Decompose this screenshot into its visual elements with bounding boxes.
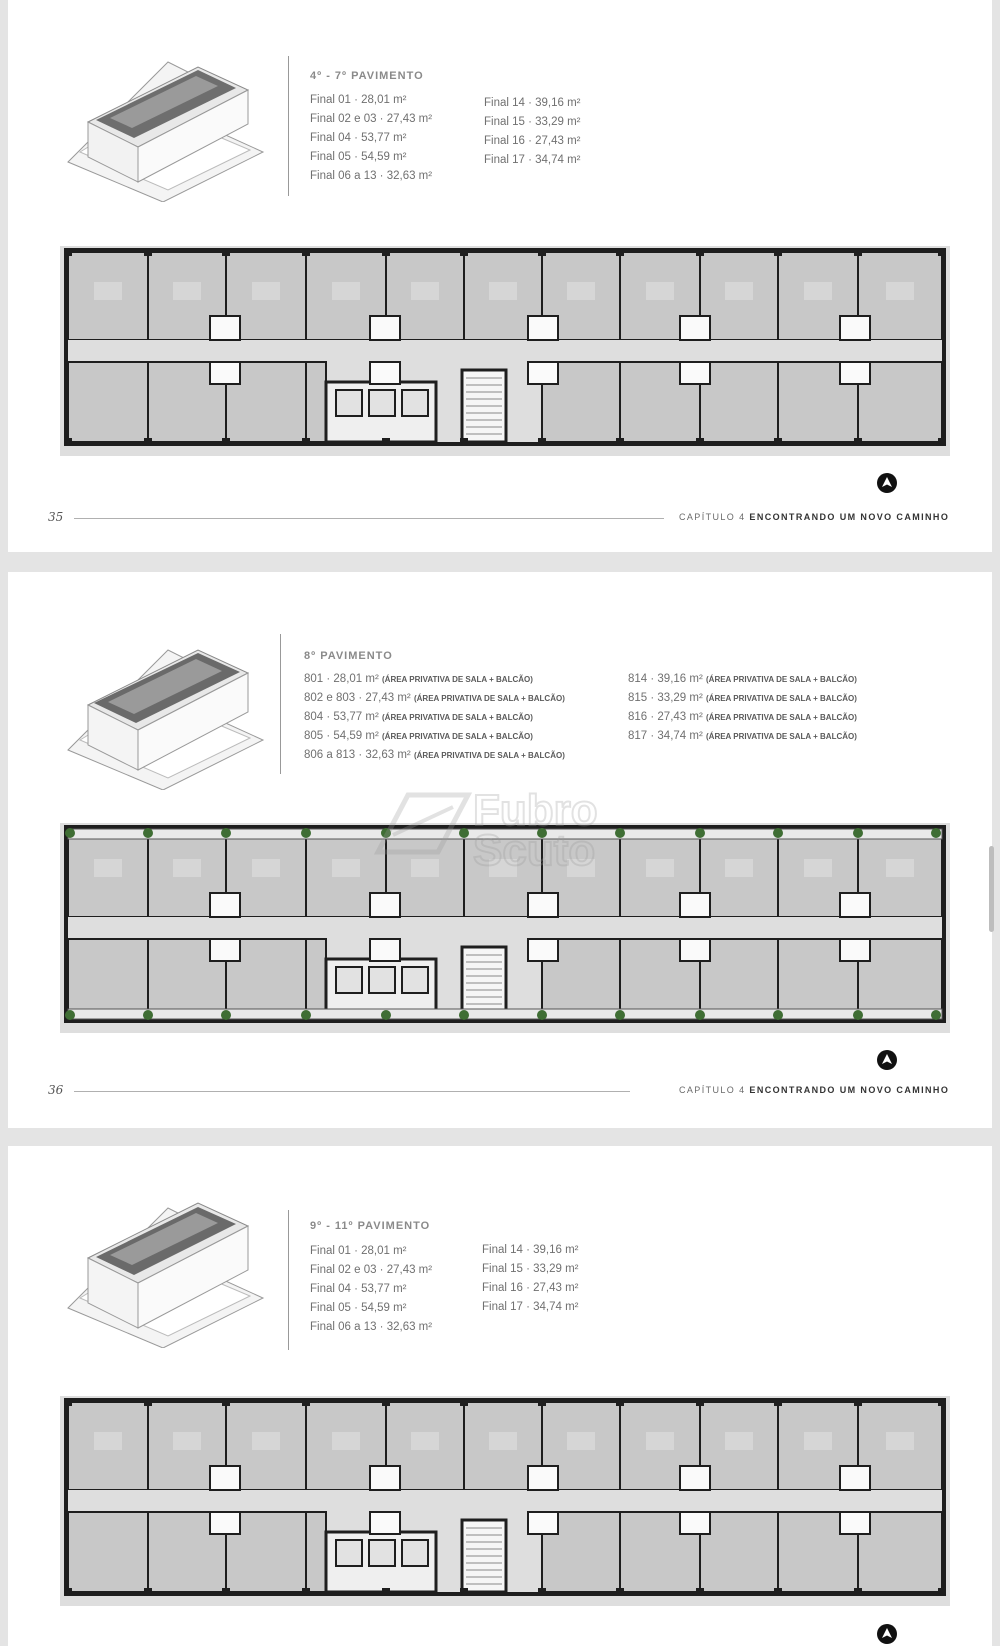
pillar bbox=[302, 1398, 310, 1406]
pillar bbox=[854, 438, 862, 446]
bathroom bbox=[840, 939, 870, 961]
pillar bbox=[616, 1588, 624, 1596]
footer-rule bbox=[74, 518, 664, 519]
room-label bbox=[94, 282, 122, 300]
room bbox=[306, 1512, 326, 1592]
pillar bbox=[774, 248, 782, 256]
plant bbox=[931, 1010, 941, 1020]
bathroom bbox=[840, 1512, 870, 1534]
unit-item: 816 · 27,43 m² (ÁREA PRIVATIVA DE SALA + BALCÃO) bbox=[628, 711, 857, 723]
elevator-shaft bbox=[402, 390, 428, 416]
room-label bbox=[804, 282, 832, 300]
room-label bbox=[94, 859, 122, 877]
unit-item: Final 06 a 13 · 32,63 m² bbox=[310, 170, 433, 182]
corridor bbox=[68, 340, 942, 362]
room-label bbox=[804, 859, 832, 877]
header-divider bbox=[288, 56, 289, 196]
pillar bbox=[938, 1588, 946, 1596]
unit-item: Final 14 · 39,16 m² bbox=[482, 1244, 579, 1256]
watermark-text-1: Fubro bbox=[473, 786, 598, 835]
building-axonometric-icon bbox=[58, 42, 268, 202]
pillar bbox=[382, 1588, 390, 1596]
room-label bbox=[173, 859, 201, 877]
pillar bbox=[854, 1588, 862, 1596]
pillar bbox=[616, 438, 624, 446]
room-label bbox=[886, 1432, 914, 1450]
room-label bbox=[725, 859, 753, 877]
room bbox=[306, 939, 326, 1019]
bathroom bbox=[210, 893, 240, 917]
plant bbox=[459, 1010, 469, 1020]
unit-list-right bbox=[484, 94, 581, 170]
unit-list-left bbox=[310, 91, 432, 186]
floor-title: 4º - 7º PAVIMENTO bbox=[310, 70, 424, 82]
bathroom bbox=[370, 893, 400, 917]
pillar bbox=[538, 438, 546, 446]
pillar bbox=[938, 438, 946, 446]
north-arrow-icon bbox=[876, 472, 898, 494]
plant bbox=[301, 1010, 311, 1020]
pillar bbox=[616, 248, 624, 256]
unit-item: Final 04 · 53,77 m² bbox=[310, 132, 407, 144]
room-label bbox=[411, 282, 439, 300]
unit-item: Final 04 · 53,77 m² bbox=[310, 1283, 407, 1295]
chapter-footer bbox=[679, 512, 949, 522]
bathroom bbox=[680, 362, 710, 384]
watermark-logo bbox=[368, 777, 668, 872]
bathroom bbox=[370, 316, 400, 340]
room-label bbox=[411, 1432, 439, 1450]
room-label bbox=[332, 282, 360, 300]
room-label bbox=[252, 859, 280, 877]
pillar bbox=[382, 438, 390, 446]
elevator-shaft bbox=[402, 1540, 428, 1566]
bathroom bbox=[680, 893, 710, 917]
unit-item: Final 17 · 34,74 m² bbox=[484, 154, 581, 166]
bathroom bbox=[680, 939, 710, 961]
elevator-shaft bbox=[369, 967, 395, 993]
elevator-shaft bbox=[369, 390, 395, 416]
pillar bbox=[774, 1588, 782, 1596]
plant bbox=[695, 828, 705, 838]
bathroom bbox=[528, 316, 558, 340]
bathroom bbox=[680, 1512, 710, 1534]
pillar bbox=[64, 438, 72, 446]
unit-item: Final 02 e 03 · 27,43 m² bbox=[310, 113, 433, 125]
unit-list-left bbox=[304, 670, 565, 765]
bathroom bbox=[840, 893, 870, 917]
bathroom bbox=[680, 1466, 710, 1490]
room bbox=[700, 362, 778, 442]
unit-item: 806 a 813 · 32,63 m² (ÁREA PRIVATIVA DE SALA + BALCÃO) bbox=[304, 749, 565, 761]
unit-item: 805 · 54,59 m² (ÁREA PRIVATIVA DE SALA + BALCÃO) bbox=[304, 730, 533, 742]
plant bbox=[65, 1010, 75, 1020]
room bbox=[68, 362, 148, 442]
bathroom bbox=[840, 362, 870, 384]
plant bbox=[65, 828, 75, 838]
bathroom bbox=[528, 1512, 558, 1534]
unit-item: Final 01 · 28,01 m² bbox=[310, 94, 407, 106]
room-label bbox=[489, 282, 517, 300]
bathroom bbox=[840, 1466, 870, 1490]
unit-item: Final 17 · 34,74 m² bbox=[482, 1301, 579, 1313]
footer-rule bbox=[74, 1091, 630, 1092]
pillar bbox=[696, 1398, 704, 1406]
pillar bbox=[382, 1398, 390, 1406]
header-divider bbox=[288, 1210, 289, 1350]
pillar bbox=[302, 438, 310, 446]
floor-title: 8º PAVIMENTO bbox=[304, 650, 393, 662]
unit-item: Final 14 · 39,16 m² bbox=[484, 97, 581, 109]
unit-item: 802 e 803 · 27,43 m² (ÁREA PRIVATIVA DE SALA + BALCÃO) bbox=[304, 692, 565, 704]
room bbox=[68, 1512, 148, 1592]
bathroom bbox=[210, 1466, 240, 1490]
plant bbox=[615, 1010, 625, 1020]
unit-item: Final 02 e 03 · 27,43 m² bbox=[310, 1264, 433, 1276]
floor-plan bbox=[60, 246, 950, 456]
building-axonometric-icon bbox=[58, 630, 268, 790]
bathroom bbox=[528, 893, 558, 917]
elevator-shaft bbox=[336, 390, 362, 416]
plant bbox=[853, 828, 863, 838]
room-label bbox=[646, 1432, 674, 1450]
room bbox=[306, 362, 326, 442]
bathroom bbox=[370, 1512, 400, 1534]
chapter-title: ENCONTRANDO UM NOVO CAMINHO bbox=[749, 512, 950, 522]
room-label bbox=[252, 282, 280, 300]
pillar bbox=[382, 248, 390, 256]
pillar bbox=[144, 438, 152, 446]
pillar bbox=[938, 1398, 946, 1406]
pillar bbox=[460, 1588, 468, 1596]
unit-item: 814 · 39,16 m² (ÁREA PRIVATIVA DE SALA + BALCÃO) bbox=[628, 673, 857, 685]
pillar bbox=[938, 248, 946, 256]
unit-item: 801 · 28,01 m² (ÁREA PRIVATIVA DE SALA + BALCÃO) bbox=[304, 673, 533, 685]
unit-list-right bbox=[482, 1241, 579, 1317]
plant bbox=[537, 1010, 547, 1020]
plant bbox=[853, 1010, 863, 1020]
room-label bbox=[886, 282, 914, 300]
unit-item: Final 15 · 33,29 m² bbox=[484, 116, 581, 128]
bathroom bbox=[840, 316, 870, 340]
pillar bbox=[144, 1588, 152, 1596]
floor-plan bbox=[60, 1396, 950, 1606]
pillar bbox=[616, 1398, 624, 1406]
bathroom bbox=[370, 1466, 400, 1490]
pillar bbox=[302, 1588, 310, 1596]
room-label bbox=[332, 859, 360, 877]
pillar bbox=[64, 248, 72, 256]
bathroom bbox=[210, 1512, 240, 1534]
pillar bbox=[222, 438, 230, 446]
pillar bbox=[460, 248, 468, 256]
brochure-page-35 bbox=[8, 0, 992, 552]
balcony-bottom bbox=[68, 1009, 942, 1019]
pillar bbox=[538, 1398, 546, 1406]
room-label bbox=[725, 282, 753, 300]
unit-item: Final 05 · 54,59 m² bbox=[310, 151, 407, 163]
pillar bbox=[302, 248, 310, 256]
plant bbox=[221, 1010, 231, 1020]
bathroom bbox=[528, 1466, 558, 1490]
plant bbox=[143, 1010, 153, 1020]
room-label bbox=[725, 1432, 753, 1450]
bathroom bbox=[528, 362, 558, 384]
elevator-shaft bbox=[336, 1540, 362, 1566]
plant bbox=[931, 828, 941, 838]
unit-item: 815 · 33,29 m² (ÁREA PRIVATIVA DE SALA + BALCÃO) bbox=[628, 692, 857, 704]
room bbox=[68, 939, 148, 1019]
page-number: 36 bbox=[48, 1083, 64, 1097]
chapter-footer bbox=[679, 1085, 949, 1095]
corridor bbox=[68, 1490, 942, 1512]
pillar bbox=[64, 1398, 72, 1406]
pillar bbox=[144, 1398, 152, 1406]
bathroom bbox=[680, 316, 710, 340]
room bbox=[700, 1512, 778, 1592]
room bbox=[700, 939, 778, 1019]
bathroom bbox=[210, 362, 240, 384]
pillar bbox=[538, 248, 546, 256]
building-axonometric-icon bbox=[58, 1188, 268, 1348]
pillar bbox=[696, 248, 704, 256]
elevator-shaft bbox=[369, 1540, 395, 1566]
bathroom bbox=[370, 939, 400, 961]
room-label bbox=[646, 282, 674, 300]
bathroom bbox=[528, 939, 558, 961]
pillar bbox=[774, 438, 782, 446]
brochure-page-36 bbox=[8, 572, 992, 1128]
pillar bbox=[854, 1398, 862, 1406]
elevator-shaft bbox=[402, 967, 428, 993]
room-label bbox=[567, 1432, 595, 1450]
pillar bbox=[696, 438, 704, 446]
floor-title: 9º - 11º PAVIMENTO bbox=[310, 1220, 431, 1232]
chapter-label: CAPÍTULO 4 bbox=[679, 512, 746, 522]
unit-item: Final 16 · 27,43 m² bbox=[482, 1282, 579, 1294]
pillar bbox=[460, 438, 468, 446]
unit-item: 804 · 53,77 m² (ÁREA PRIVATIVA DE SALA + BALCÃO) bbox=[304, 711, 533, 723]
pillar bbox=[460, 1398, 468, 1406]
elevator-shaft bbox=[336, 967, 362, 993]
plant bbox=[773, 828, 783, 838]
chapter-title: ENCONTRANDO UM NOVO CAMINHO bbox=[749, 1085, 950, 1095]
corridor bbox=[68, 917, 942, 939]
room-label bbox=[489, 1432, 517, 1450]
pillar bbox=[774, 1398, 782, 1406]
unit-item: Final 01 · 28,01 m² bbox=[310, 1245, 407, 1257]
brochure-page-37 bbox=[8, 1146, 992, 1646]
room-label bbox=[332, 1432, 360, 1450]
pillar bbox=[144, 248, 152, 256]
unit-item: 817 · 34,74 m² (ÁREA PRIVATIVA DE SALA + BALCÃO) bbox=[628, 730, 857, 742]
pillar bbox=[222, 248, 230, 256]
pillar bbox=[64, 1588, 72, 1596]
page-number: 35 bbox=[48, 510, 64, 524]
unit-item: Final 06 a 13 · 32,63 m² bbox=[310, 1321, 433, 1333]
north-arrow-icon bbox=[876, 1623, 898, 1645]
header-divider bbox=[280, 634, 281, 774]
pillar bbox=[538, 1588, 546, 1596]
room-label bbox=[886, 859, 914, 877]
room-label bbox=[173, 1432, 201, 1450]
room-label bbox=[804, 1432, 832, 1450]
pillar bbox=[854, 248, 862, 256]
unit-item: Final 15 · 33,29 m² bbox=[482, 1263, 579, 1275]
bathroom bbox=[370, 362, 400, 384]
bathroom bbox=[210, 316, 240, 340]
pillar bbox=[696, 1588, 704, 1596]
bathroom bbox=[210, 939, 240, 961]
unit-list-left bbox=[310, 1242, 432, 1337]
plant bbox=[143, 828, 153, 838]
room-label bbox=[252, 1432, 280, 1450]
unit-item: Final 16 · 27,43 m² bbox=[484, 135, 581, 147]
unit-item: Final 05 · 54,59 m² bbox=[310, 1302, 407, 1314]
pillar bbox=[222, 1588, 230, 1596]
plant bbox=[221, 828, 231, 838]
room-label bbox=[567, 282, 595, 300]
north-arrow-icon bbox=[876, 1049, 898, 1071]
room-label bbox=[173, 282, 201, 300]
watermark-text-2: Scuto bbox=[473, 826, 596, 872]
room-label bbox=[94, 1432, 122, 1450]
plant bbox=[695, 1010, 705, 1020]
pillar bbox=[222, 1398, 230, 1406]
unit-list-right bbox=[628, 670, 857, 746]
plant bbox=[773, 1010, 783, 1020]
plant bbox=[301, 828, 311, 838]
chapter-label: CAPÍTULO 4 bbox=[679, 1085, 746, 1095]
plant bbox=[381, 1010, 391, 1020]
scrollbar-thumb[interactable] bbox=[989, 846, 994, 932]
